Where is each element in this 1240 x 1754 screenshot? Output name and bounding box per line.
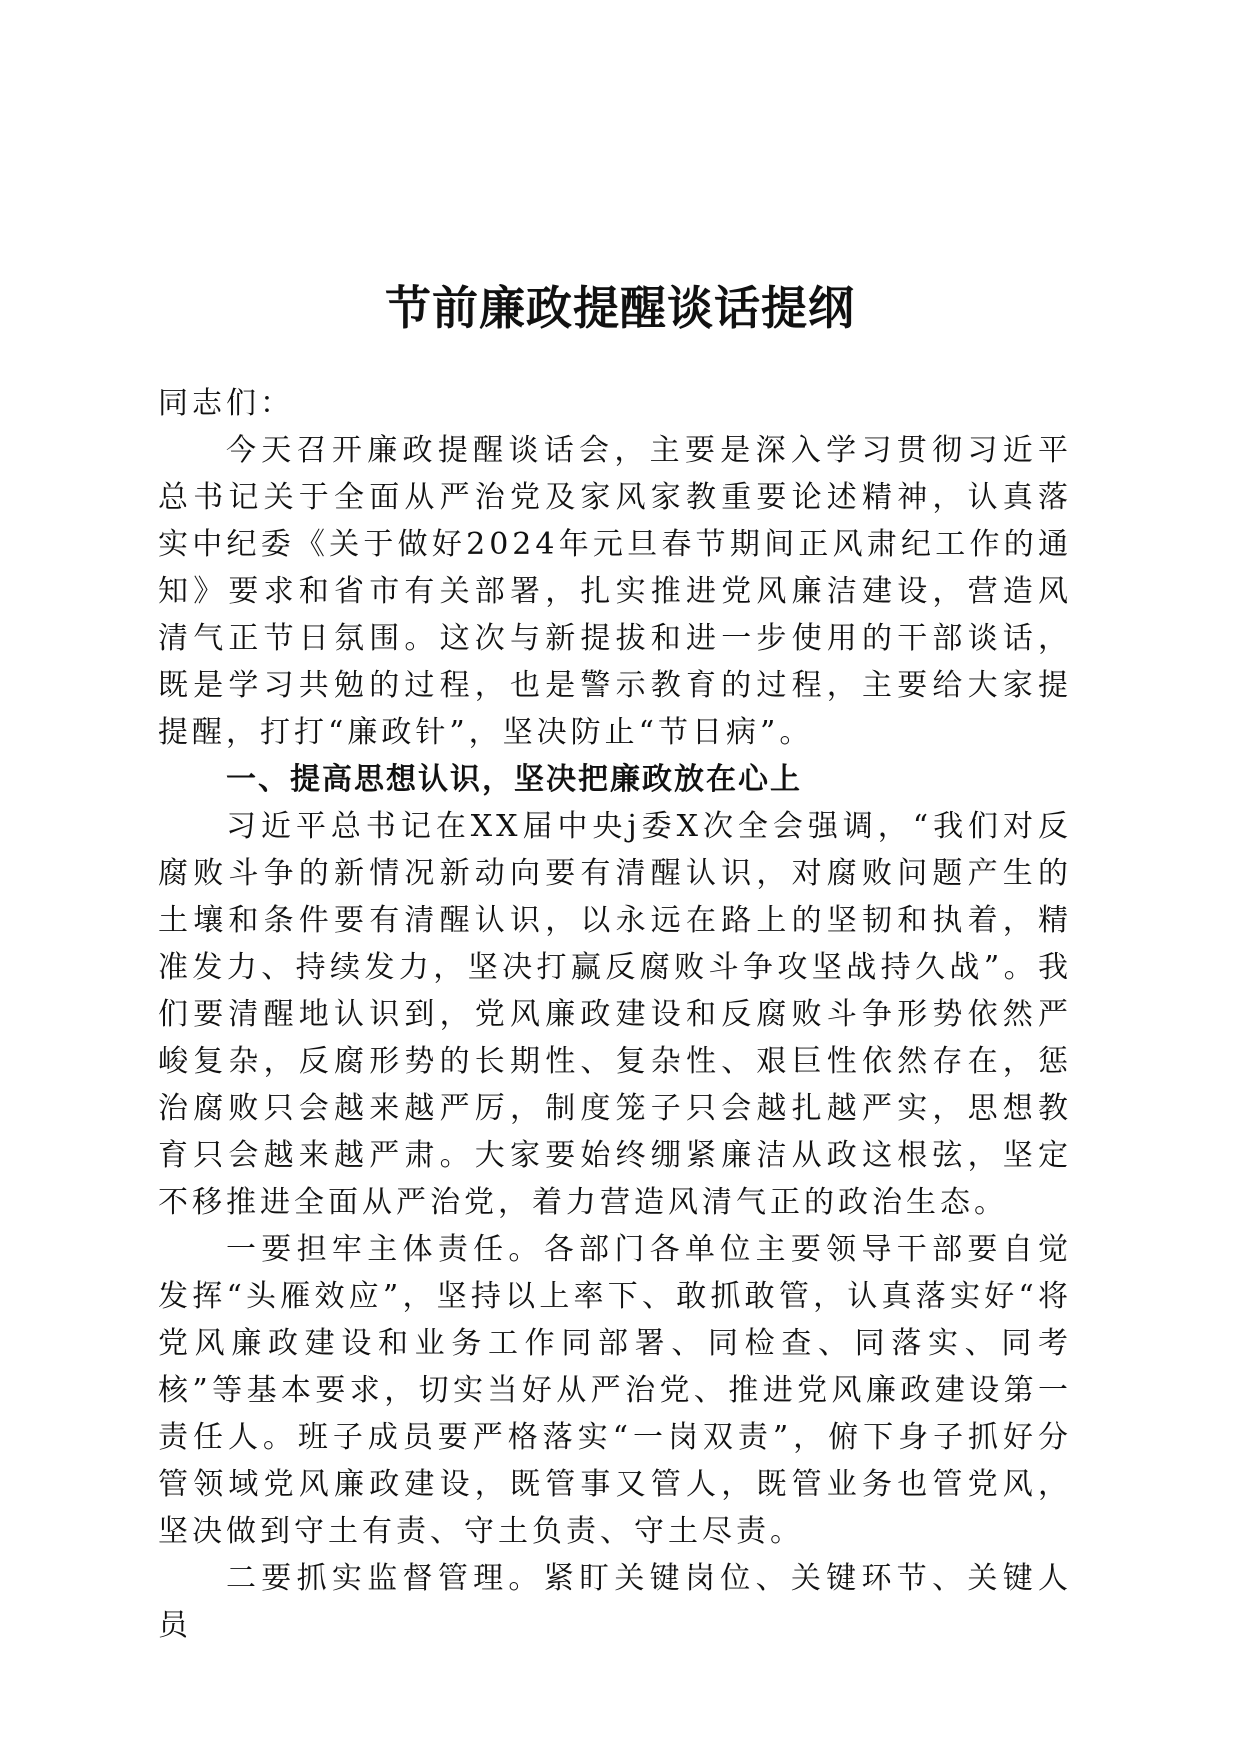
point-paragraph-1: 一要担牢主体责任。各部门各单位主要领导干部要自觉发挥“头雁效应”，坚持以上率下、敢抓敢管，认真落实好“将党风廉政建设和业务工作同部署、同检查、同落实、同考核”等基本要求，切实当好从严治党、推进党风廉政建设第一责任人。班子成员要严格落实“一岗双责”，俯下身子抓好分管领域党风廉政建设，既管事又管人，既管业务也管党风，坚决做到守土有责、守土负责、守土尽责。 [158,1232,1072,1549]
section-paragraph-1: 习近平总书记在XX届中央j委X次全会强调，“我们对反腐败斗争的新情况新动向要有清醒认识，对腐败问题产生的土壤和条件要有清醒认识，以永远在路上的坚韧和执着，精准发力、持续发力，坚决打赢反腐败斗争攻坚战持久战”。我们要清醒地认识到，党风廉政建设和反腐败斗争形势依然严峻复杂，反腐形势的长期性、复杂性、艰巨性依然存在，惩治腐败只会越来越严厉，制度笼子只会越扎越严实，思想教育只会越来越严肃。大家要始终绷紧廉洁从政这根弦，坚定不移推进全面从严治党，着力营造风清气正的政治生态。 [158,809,1072,1220]
salutation: 同志们： [158,386,294,421]
section-heading-1: 一、提高思想认识，坚决把廉政放在心上 [226,762,802,797]
document-body [158,380,1072,1649]
point-paragraph-2: 二要抓实监督管理。紧盯关键岗位、关键环节、关键人员 [158,1561,1072,1643]
document-title: 节前廉政提醒谈话提纲 [385,280,855,335]
intro-paragraph: 今天召开廉政提醒谈话会，主要是深入学习贯彻习近平总书记关于全面从严治党及家风家教重要论述精神，认真落实中纪委《关于做好2024年元旦春节期间正风肃纪工作的通知》要求和省市有关部署，扎实推进党风廉洁建设，营造风清气正节日氛围。这次与新提拔和进一步使用的干部谈话，既是学习共勉的过程，也是警示教育的过程，主要给大家提提醒，打打“廉政针”，坚决防止“节日病”。 [158,433,1072,750]
